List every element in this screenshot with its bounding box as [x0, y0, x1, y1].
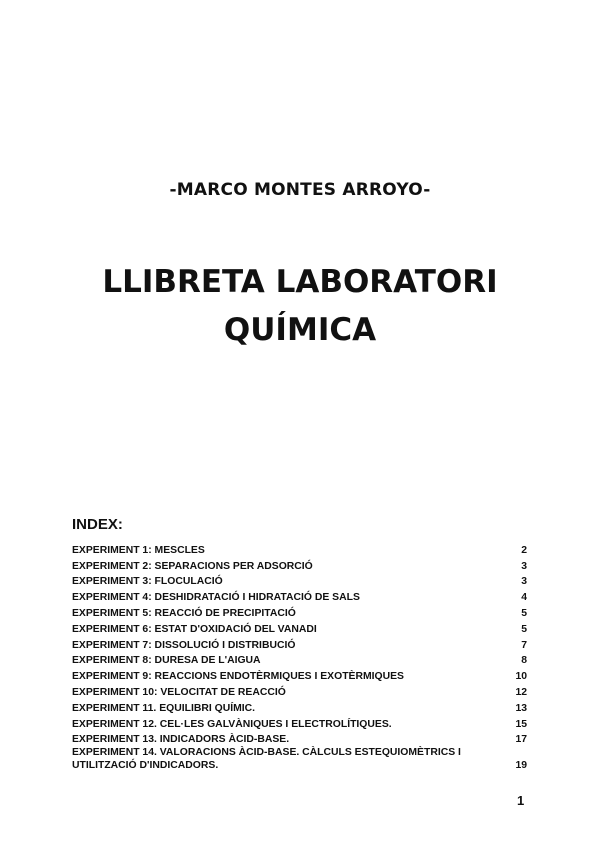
- toc-entry-title: EXPERIMENT 4: DESHIDRATACIÓ I HIDRATACIÓ DE SALS: [72, 592, 360, 604]
- page-number: 1: [517, 793, 525, 808]
- toc-entry-title: EXPERIMENT 1: MESCLES: [72, 544, 205, 556]
- toc-entry-title: EXPERIMENT 5: REACCIÓ DE PRECIPITACIÓ: [72, 607, 296, 619]
- toc-entry[interactable]: [72, 557, 527, 573]
- toc-entry-page: 8: [521, 655, 527, 667]
- toc-entry-title: EXPERIMENT 6: ESTAT D'OXIDACIÓ DEL VANADI: [72, 623, 317, 635]
- index-heading: INDEX:: [72, 516, 123, 533]
- toc-entry[interactable]: [72, 620, 527, 636]
- toc-entry[interactable]: [72, 683, 527, 699]
- toc-entry[interactable]: [72, 541, 527, 557]
- toc-entry-title: EXPERIMENT 12. CEL·LES GALVÀNIQUES I ELECTROLÍTIQUES.: [72, 718, 392, 730]
- toc-entry-title: EXPERIMENT 14. VALORACIONS ÀCID-BASE. CÀLCULS ESTEQUIOMÈTRICS I UTILITZACIÓ D'INDICADORS.: [72, 747, 461, 772]
- toc-entry-page: 2: [521, 544, 527, 556]
- toc-entry-page: 19: [515, 760, 527, 772]
- title-line-1: LLIBRETA LABORATORI: [102, 264, 498, 300]
- toc-entry-page: 15: [515, 718, 527, 730]
- toc-entry[interactable]: [72, 715, 527, 731]
- toc-entry-title: EXPERIMENT 7: DISSOLUCIÓ I DISTRIBUCIÓ: [72, 639, 296, 651]
- toc-entry-title: EXPERIMENT 3: FLOCULACIÓ: [72, 576, 223, 588]
- toc-entry[interactable]: [72, 746, 527, 772]
- toc-entry-page: 10: [515, 671, 527, 683]
- toc-entry[interactable]: [72, 636, 527, 652]
- author-name: -MARCO MONTES ARROYO-: [169, 180, 431, 200]
- toc-entry[interactable]: [72, 588, 527, 604]
- toc-entry-page: 7: [521, 639, 527, 651]
- toc-entry[interactable]: [72, 699, 527, 715]
- toc-entry[interactable]: [72, 731, 527, 747]
- toc-entry-page: 5: [521, 623, 527, 635]
- toc-entry-page: 3: [521, 576, 527, 588]
- toc-entry-title: EXPERIMENT 2: SEPARACIONS PER ADSORCIÓ: [72, 560, 313, 572]
- toc-entry-page: 4: [521, 592, 527, 604]
- toc-entry-page: 5: [521, 607, 527, 619]
- toc-entry[interactable]: [72, 652, 527, 668]
- document-title: [0, 258, 600, 354]
- toc-entry[interactable]: [72, 667, 527, 683]
- toc-entry-page: 17: [515, 734, 527, 746]
- title-line-2: QUÍMICA: [223, 312, 377, 348]
- toc-entry[interactable]: [72, 604, 527, 620]
- toc-entry-page: 12: [515, 686, 527, 698]
- toc-entry-title: EXPERIMENT 11. EQUILIBRI QUÍMIC.: [72, 702, 256, 714]
- toc-entry-title: EXPERIMENT 8: DURESA DE L'AIGUA: [72, 655, 261, 667]
- toc-entry-title: EXPERIMENT 9: REACCIONS ENDOTÈRMIQUES I EXOTÈRMIQUES: [72, 671, 404, 683]
- table-of-contents: [72, 541, 527, 772]
- toc-entry-page: 13: [515, 702, 527, 714]
- toc-entry[interactable]: [72, 573, 527, 589]
- toc-entry-title: EXPERIMENT 13. INDICADORS ÀCID-BASE.: [72, 734, 290, 746]
- toc-entry-title: EXPERIMENT 10: VELOCITAT DE REACCIÓ: [72, 686, 286, 698]
- toc-entry-page: 3: [521, 560, 527, 572]
